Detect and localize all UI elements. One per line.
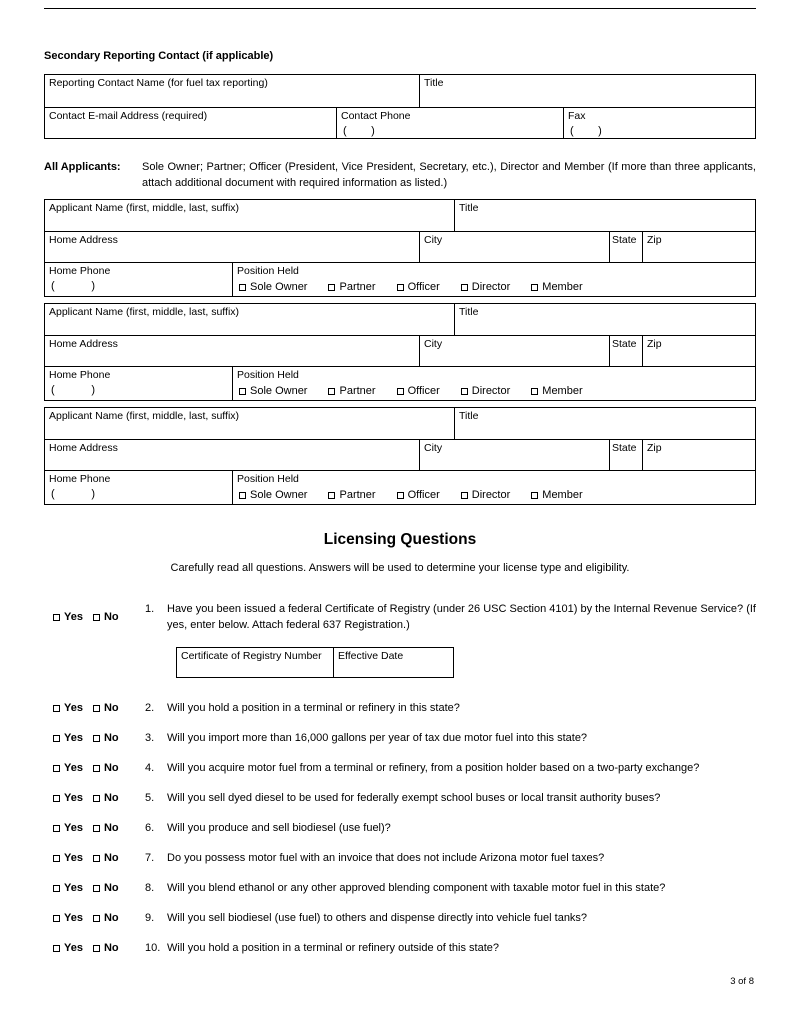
fax-label: Fax (568, 110, 586, 122)
reporting-contact-title-field[interactable] (420, 75, 755, 107)
checkbox-icon[interactable] (93, 885, 100, 892)
reporting-contact-title-label: Title (424, 77, 444, 89)
no-label: No (103, 732, 119, 744)
position-held-label: Position Held (237, 369, 299, 381)
question-number: 4. (145, 762, 155, 774)
position-member-label: Member (542, 489, 583, 501)
checkbox-icon[interactable] (53, 795, 60, 802)
question-text: Will you sell dyed diesel to be used for federally exempt school buses or local transit authority buses? (167, 792, 661, 804)
question-3-yes-no (53, 730, 145, 746)
all-applicants-note (44, 159, 756, 191)
position-partner-option[interactable] (328, 385, 375, 398)
state-label: State (612, 338, 637, 350)
checkbox-icon[interactable] (93, 825, 100, 832)
question-6-no-option[interactable] (93, 820, 119, 836)
applicant-name-label: Applicant Name (first, middle, last, suffix) (49, 202, 240, 214)
question-number: 8. (145, 882, 155, 894)
home-phone-field[interactable] (45, 471, 233, 504)
state-field[interactable] (610, 336, 643, 366)
question-row-2 (53, 700, 756, 716)
question-text: Do you possess motor fuel with an invoice that does not include Arizona motor fuel taxes? (167, 852, 605, 864)
zip-label: Zip (647, 442, 662, 454)
checkbox-icon[interactable] (93, 855, 100, 862)
home-phone-value[interactable]: ( ) (51, 280, 95, 292)
home-address-field[interactable] (45, 232, 420, 262)
question-10-yes-option[interactable] (53, 940, 83, 956)
question-7-yes-no (53, 850, 145, 866)
question-text: Have you been issued a federal Certificate of Registry (under 26 USC Section 4101) by the Internal Revenue Service? (If yes, enter below. Attach federal 637 Registration.) (167, 603, 756, 631)
yes-label: Yes (64, 732, 83, 744)
checkbox-icon[interactable] (93, 614, 100, 621)
no-label: No (103, 912, 119, 924)
position-sole-owner-option[interactable] (239, 489, 307, 502)
question-row-4 (53, 760, 756, 776)
position-director-option[interactable] (461, 489, 511, 502)
applicant-title-label: Title (459, 202, 479, 214)
question-text: Will you hold a position in a terminal or refinery outside of this state? (167, 942, 499, 954)
questions-list (44, 601, 756, 956)
checkbox-icon[interactable] (53, 735, 60, 742)
position-held-label: Position Held (237, 265, 299, 277)
applicant-address-row (45, 336, 755, 367)
yes-label: Yes (64, 611, 83, 623)
position-member-option[interactable] (531, 281, 582, 294)
city-field[interactable] (420, 336, 610, 366)
question-row-1 (53, 601, 756, 633)
home-phone-label: Home Phone (49, 265, 111, 277)
city-field[interactable] (420, 440, 610, 470)
applicant-phone-position-row (45, 471, 755, 504)
position-director-option[interactable] (461, 385, 511, 398)
checkbox-icon[interactable] (239, 388, 246, 395)
no-label: No (103, 611, 119, 623)
applicant-title-label: Title (459, 410, 479, 422)
home-phone-value[interactable]: ( ) (51, 384, 95, 396)
contact-phone-field[interactable] (337, 108, 564, 138)
question-row-9 (53, 910, 756, 926)
applicant-title-label: Title (459, 306, 479, 318)
question-6-yes-no (53, 820, 145, 836)
position-officer-option[interactable] (397, 385, 440, 398)
zip-field[interactable] (643, 440, 755, 470)
question-row-8 (53, 880, 756, 896)
applicant-name-field[interactable] (45, 408, 455, 439)
contact-phone-label: Contact Phone (341, 110, 411, 122)
question-number: 9. (145, 912, 155, 924)
position-member-label: Member (542, 385, 583, 397)
question-1-yes-option[interactable] (53, 601, 83, 633)
applicant-name-row (45, 200, 755, 232)
checkbox-icon[interactable] (53, 885, 60, 892)
yes-label: Yes (64, 882, 83, 894)
position-sole-owner-label: Sole Owner (250, 281, 308, 293)
applicant-table-2 (44, 303, 756, 401)
question-text: Will you acquire motor fuel from a terminal or refinery, from a position holder based on a two-party exchange? (167, 762, 700, 774)
licensing-subtitle: Carefully read all questions. Answers will be used to determine your license type and eligibility. (170, 562, 630, 574)
question-5-yes-no (53, 790, 145, 806)
question-4-no-option[interactable] (93, 760, 119, 776)
city-label: City (424, 442, 443, 454)
question-row-6 (53, 820, 756, 836)
checkbox-icon[interactable] (53, 705, 60, 712)
effective-date-label: Effective Date (338, 650, 404, 662)
question-text: Will you import more than 16,000 gallons per year of tax due motor fuel into this state? (167, 732, 588, 744)
home-phone-label: Home Phone (49, 369, 111, 381)
no-label: No (103, 882, 119, 894)
checkbox-icon[interactable] (461, 388, 468, 395)
checkbox-icon[interactable] (53, 614, 60, 621)
question-text: Will you produce and sell biodiesel (use fuel)? (167, 822, 391, 834)
yes-label: Yes (64, 852, 83, 864)
state-field[interactable] (610, 232, 643, 262)
position-options (237, 385, 751, 398)
all-applicants-text: Sole Owner; Partner; Officer (President, Vice President, Secretary, etc.), Director and Member (If more than three applicants, attach additional document with required information as listed.) (142, 161, 756, 189)
checkbox-icon[interactable] (461, 284, 468, 291)
applicant-address-row (45, 440, 755, 471)
city-label: City (424, 338, 443, 350)
checkbox-icon[interactable] (531, 388, 538, 395)
question-4-yes-option[interactable] (53, 760, 83, 776)
home-address-label: Home Address (49, 442, 118, 454)
position-sole-owner-option[interactable] (239, 281, 307, 294)
state-label: State (612, 234, 637, 246)
effective-date-field[interactable] (334, 648, 453, 677)
home-phone-label: Home Phone (49, 473, 111, 485)
position-officer-option[interactable] (397, 489, 440, 502)
question-number: 5. (145, 792, 155, 804)
position-director-label: Director (471, 385, 511, 397)
checkbox-icon[interactable] (53, 945, 60, 952)
applicant-name-label: Applicant Name (first, middle, last, suffix) (49, 306, 240, 318)
zip-field[interactable] (643, 232, 755, 262)
checkbox-icon[interactable] (53, 825, 60, 832)
no-label: No (103, 762, 119, 774)
reporting-contact-name-label: Reporting Contact Name (for fuel tax reporting) (49, 77, 268, 89)
checkbox-icon[interactable] (53, 765, 60, 772)
applicant-table-1 (44, 199, 756, 297)
city-label: City (424, 234, 443, 246)
home-address-label: Home Address (49, 234, 118, 246)
applicant-phone-position-row (45, 367, 755, 400)
secondary-contact-row-1 (45, 75, 755, 108)
position-partner-label: Partner (339, 489, 376, 501)
question-8-no-option[interactable] (93, 880, 119, 896)
yes-label: Yes (64, 942, 83, 954)
question-row-10 (53, 940, 756, 956)
question-row-3 (53, 730, 756, 746)
position-sole-owner-option[interactable] (239, 385, 307, 398)
checkbox-icon[interactable] (397, 492, 404, 499)
question-10-no-option[interactable] (93, 940, 119, 956)
position-held-field (233, 263, 755, 296)
licensing-questions-heading: Licensing Questions (323, 531, 477, 548)
applicant-title-field[interactable] (455, 408, 755, 439)
position-partner-option[interactable] (328, 489, 375, 502)
checkbox-icon[interactable] (93, 735, 100, 742)
checkbox-icon[interactable] (93, 915, 100, 922)
position-sole-owner-label: Sole Owner (250, 489, 308, 501)
no-label: No (103, 942, 119, 954)
position-partner-label: Partner (339, 385, 376, 397)
checkbox-icon[interactable] (328, 492, 335, 499)
fax-field[interactable] (564, 108, 755, 138)
yes-label: Yes (64, 702, 83, 714)
contact-phone-value[interactable]: ( ) (343, 125, 375, 137)
checkbox-icon[interactable] (53, 855, 60, 862)
home-phone-field[interactable] (45, 367, 233, 400)
no-label: No (103, 822, 119, 834)
yes-label: Yes (64, 762, 83, 774)
checkbox-icon[interactable] (93, 765, 100, 772)
question-3-no-option[interactable] (93, 730, 119, 746)
question-6-yes-option[interactable] (53, 820, 83, 836)
checkbox-icon[interactable] (531, 492, 538, 499)
question-1-yes-no (53, 601, 145, 633)
applicant-table-3 (44, 407, 756, 505)
question-7-yes-option[interactable] (53, 850, 83, 866)
yes-label: Yes (64, 912, 83, 924)
checkbox-icon[interactable] (53, 915, 60, 922)
zip-label: Zip (647, 234, 662, 246)
checkbox-icon[interactable] (328, 388, 335, 395)
fax-value[interactable]: ( ) (570, 125, 602, 137)
question-number: 10. (145, 942, 161, 954)
position-sole-owner-label: Sole Owner (250, 385, 308, 397)
yes-label: Yes (64, 822, 83, 834)
position-partner-label: Partner (339, 281, 376, 293)
question-number: 6. (145, 822, 155, 834)
question-text: Will you sell biodiesel (use fuel) to others and dispense directly into vehicle fuel tanks? (167, 912, 588, 924)
position-held-label: Position Held (237, 473, 299, 485)
position-held-field (233, 367, 755, 400)
position-officer-label: Officer (407, 281, 440, 293)
question-3-yes-option[interactable] (53, 730, 83, 746)
checkbox-icon[interactable] (93, 945, 100, 952)
position-director-option[interactable] (461, 281, 511, 294)
position-officer-option[interactable] (397, 281, 440, 294)
checkbox-icon[interactable] (93, 795, 100, 802)
question-number: 7. (145, 852, 155, 864)
state-label: State (612, 442, 637, 454)
checkbox-icon[interactable] (93, 705, 100, 712)
position-director-label: Director (471, 489, 511, 501)
home-address-field[interactable] (45, 440, 420, 470)
checkbox-icon[interactable] (397, 284, 404, 291)
city-field[interactable] (420, 232, 610, 262)
home-address-field[interactable] (45, 336, 420, 366)
question-1-no-option[interactable] (93, 601, 119, 633)
checkbox-icon[interactable] (461, 492, 468, 499)
applicant-name-field[interactable] (45, 304, 455, 335)
question-text: Will you hold a position in a terminal or refinery in this state? (167, 702, 460, 714)
zip-label: Zip (647, 338, 662, 350)
applicant-name-label: Applicant Name (first, middle, last, suffix) (49, 410, 240, 422)
yes-label: Yes (64, 792, 83, 804)
question-9-no-option[interactable] (93, 910, 119, 926)
applicant-name-field[interactable] (45, 200, 455, 231)
registry-table (176, 647, 454, 678)
checkbox-icon[interactable] (239, 492, 246, 499)
no-label: No (103, 702, 119, 714)
home-phone-value[interactable]: ( ) (51, 488, 95, 500)
question-9-yes-no (53, 910, 145, 926)
certificate-registry-number-label: Certificate of Registry Number (181, 650, 322, 662)
position-officer-label: Officer (407, 489, 440, 501)
checkbox-icon[interactable] (531, 284, 538, 291)
no-label: No (103, 852, 119, 864)
applicant-title-field[interactable] (455, 304, 755, 335)
question-7-no-option[interactable] (93, 850, 119, 866)
question-5-yes-option[interactable] (53, 790, 83, 806)
applicant-name-row (45, 304, 755, 336)
applicant-title-field[interactable] (455, 200, 755, 231)
contact-email-label: Contact E-mail Address (required) (49, 110, 208, 122)
position-member-label: Member (542, 281, 583, 293)
position-member-option[interactable] (531, 489, 582, 502)
position-director-label: Director (471, 281, 511, 293)
question-row-7 (53, 850, 756, 866)
question-text: Will you blend ethanol or any other approved blending component with taxable motor fuel in this state? (167, 882, 666, 894)
question-2-no-option[interactable] (93, 700, 119, 716)
checkbox-icon[interactable] (397, 388, 404, 395)
position-member-option[interactable] (531, 385, 582, 398)
position-officer-label: Officer (407, 385, 440, 397)
question-8-yes-option[interactable] (53, 880, 83, 896)
question-4-yes-no (53, 760, 145, 776)
all-applicants-label: All Applicants: (44, 161, 121, 173)
home-phone-field[interactable] (45, 263, 233, 296)
reporting-contact-name-field[interactable] (45, 75, 420, 107)
state-field[interactable] (610, 440, 643, 470)
position-partner-option[interactable] (328, 281, 375, 294)
secondary-contact-heading: Secondary Reporting Contact (if applicable) (44, 50, 274, 62)
position-held-field (233, 471, 755, 504)
applicant-address-row (45, 232, 755, 263)
secondary-contact-row-2 (45, 108, 755, 138)
question-number: 1. (145, 603, 155, 615)
question-9-yes-option[interactable] (53, 910, 83, 926)
question-number: 2. (145, 702, 155, 714)
checkbox-icon[interactable] (239, 284, 246, 291)
page-number: 3 of 8 (730, 976, 754, 987)
applicant-phone-position-row (45, 263, 755, 296)
secondary-contact-table (44, 74, 756, 139)
position-options (237, 489, 751, 502)
question-2-yes-option[interactable] (53, 700, 83, 716)
applicant-name-row (45, 408, 755, 440)
question-2-yes-no (53, 700, 145, 716)
question-row-5 (53, 790, 756, 806)
question-10-yes-no (53, 940, 145, 956)
checkbox-icon[interactable] (328, 284, 335, 291)
contact-email-field[interactable] (45, 108, 337, 138)
no-label: No (103, 792, 119, 804)
zip-field[interactable] (643, 336, 755, 366)
certificate-registry-number-field[interactable] (177, 648, 334, 677)
home-address-label: Home Address (49, 338, 118, 350)
question-number: 3. (145, 732, 155, 744)
top-divider (44, 8, 756, 9)
question-5-no-option[interactable] (93, 790, 119, 806)
question-8-yes-no (53, 880, 145, 896)
position-options (237, 281, 751, 294)
